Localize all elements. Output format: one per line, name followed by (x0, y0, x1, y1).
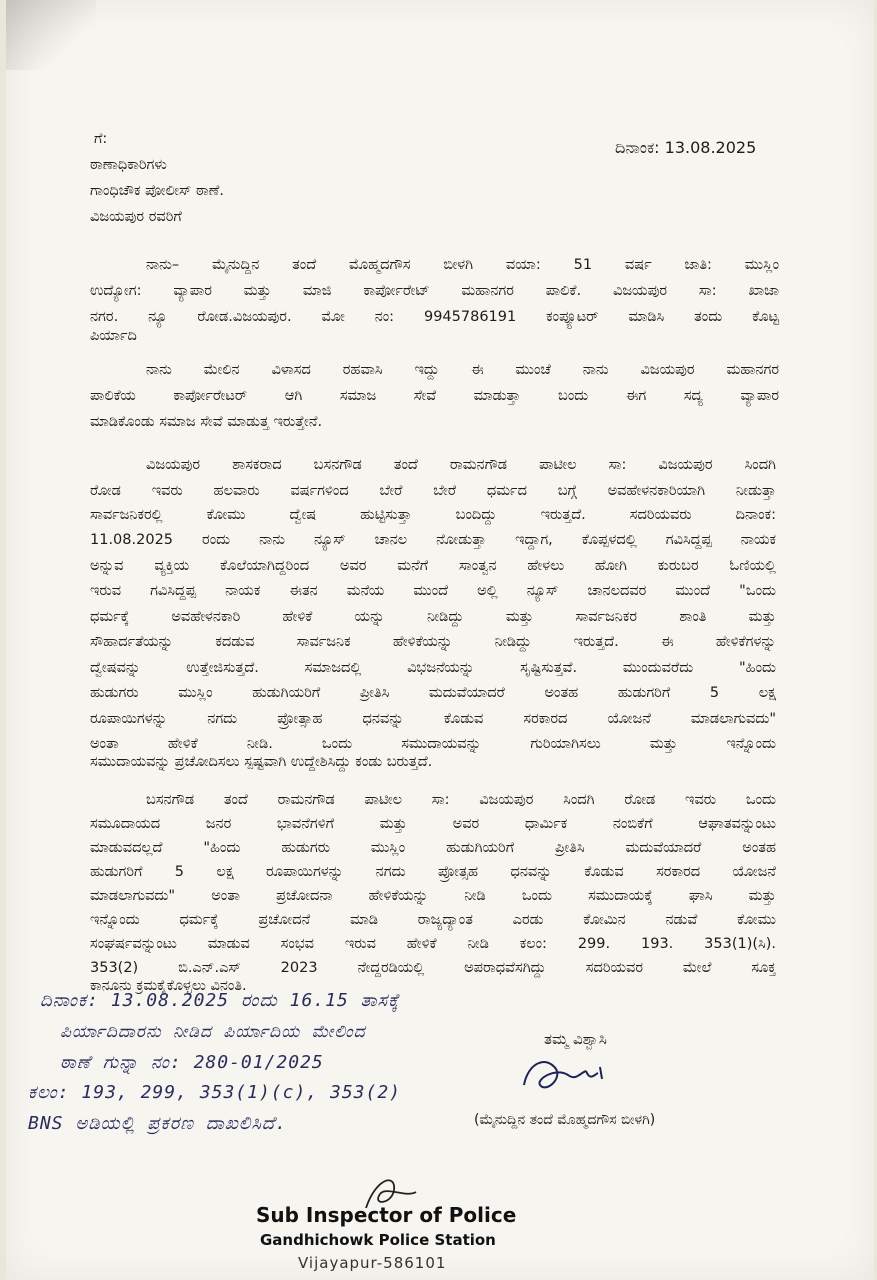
complaint-letter-page (6, 0, 874, 1280)
stamp-title: Sub Inspector of Police (256, 1203, 517, 1227)
handwritten-line: ಕಲಂ: 193, 299, 353(1)(c), 353(2) (28, 1082, 402, 1103)
p3-line: ಇರುವ ಗವಿಸಿದ್ದಪ್ಪ ನಾಯಕ ಈತನ ಮನೆಯ ಮುಂದೆ ಅಲ್ಲಿ ನ್ಯೂಸ್ ಚಾನಲದವರ ಮುಂದೆ "ಒಂದು (90, 583, 776, 599)
p3-line: ಸೌಹಾರ್ದತೆಯನ್ನು ಕದಡುವ ಸಾರ್ವಜನಿಕ ಹೇಳಿಕೆಯನ್ನು ನೀಡಿದ್ದು ಇರುತ್ತದೆ. ಈ ಹೇಳಿಕೆಗಳನ್ನು (90, 634, 776, 650)
handwritten-line: ದಿನಾಂಕ: 13.08.2025 ರಂದು 16.15 ತಾಸಕ್ಕೆ (40, 990, 400, 1011)
scan-shadow (6, 0, 96, 70)
p1-line: ನಾನು– ಮೈನುದ್ದಿನ ತಂದೆ ಮೊಹ್ಮದಗೌಸ ಬೀಳಗಿ ವಯಾ: 51 ವರ್ಷ ಜಾತಿ: ಮುಸ್ಲಿಂ (146, 257, 779, 273)
p3-line: ವಿಜಯಪುರ ಶಾಸಕರಾದ ಬಸನಗೌಡ ತಂದೆ ರಾಮನಗೌಡ ಪಾಟೀಲ ಸಾ: ವಿಜಯಪುರ ಸಿಂದಗಿ (146, 457, 776, 473)
addressee-title: ಠಾಣಾಧಿಕಾರಿಗಳು (90, 157, 167, 173)
p1-line: ಉದ್ಯೋಗ: ವ್ಯಾಪಾರ ಮತ್ತು ಮಾಜಿ ಕಾರ್ಪೋರೇಟ್ ಮಹಾನಗರ ಪಾಲಿಕೆ. ವಿಜಯಪುರ ಸಾ: ಖಾಜಾ (90, 283, 779, 299)
p2-line: ಪಾಲಿಕೆಯ ಕಾರ್ಪೋರೇಟರ್ ಆಗಿ ಸಮಾಜ ಸೇವೆ ಮಾಡುತ್ತಾ ಬಂದು ಈಗ ಸದ್ಯ ವ್ಯಾಪಾರ (90, 388, 779, 404)
date-line: ದಿನಾಂಕ: 13.08.2025 (615, 138, 757, 157)
p1-line: ನಗರ. ನ್ಯೂ ರೋಡ.ವಿಜಯಪುರ. ಮೋ ನಂ: 9945786191 ಕಂಪ್ಯೂಟರ್ ಮಾಡಿಸಿ ತಂದು ಕೊಟ್ಟ (90, 309, 779, 325)
p3-line: ದ್ವೇಷವನ್ನು ಉತ್ತೇಜಿಸುತ್ತದೆ. ಸಮಾಜದಲ್ಲಿ ವಿಭಜನೆಯನ್ನು ಸೃಷ್ಟಿಸುತ್ತವೆ. ಮುಂದುವರೆದು "ಹಿಂದು (90, 660, 776, 676)
p4-line: ಇನ್ನೊಂದು ಧರ್ಮಕ್ಕೆ ಪ್ರಚೋದನೆ ಮಾಡಿ ರಾಜ್ಯದ್ಯಾಂತ ಎರಡು ಕೋಮಿನ ನಡುವೆ ಕೋಮು (90, 912, 776, 928)
p3-line: ಹುಡುಗರು ಮುಸ್ಲಿಂ ಹುಡುಗಿಯರಿಗೆ ಪ್ರೀತಿಸಿ ಮದುವೆಯಾದರೆ ಅಂತಹ ಹುಡುಗರಿಗೆ 5 ಲಕ್ಷ (90, 685, 776, 701)
p3-line: ರೋಡ ಇವರು ಹಲವಾರು ವರ್ಷಗಳಿಂದ ಬೇರೆ ಬೇರೆ ಧರ್ಮದ ಬಗ್ಗೆ ಅವಹೇಳನಕಾರಿಯಾಗಿ ನೀಡುತ್ತಾ (90, 483, 776, 499)
p3-line: ಸಮುದಾಯವನ್ನು ಪ್ರಚೋದಿಸಲು ಸ್ಪಷ್ಟವಾಗಿ ಉದ್ದೇಶಿಸಿದ್ದು ಕಂಡು ಬರುತ್ತದೆ. (90, 754, 433, 770)
complainant-name: (ಮೈನುದ್ದಿನ ತಂದೆ ಮೊಹ್ಮದಗೌಸ ಬೀಳಗಿ) (474, 1112, 656, 1128)
stamp-city: Vijayapur-586101 (298, 1254, 447, 1272)
p4-line: ಮಾಡುವದಲ್ಲದೆ "ಹಿಂದು ಹುಡುಗರು ಮುಸ್ಲಿಂ ಹುಡುಗಿಯರಿಗೆ ಪ್ರೀತಿಸಿ ಮದುವೆಯಾದರೆ ಅಂತಹ (90, 840, 776, 856)
p4-line: ಹುಡುಗರಿಗೆ 5 ಲಕ್ಷ ರೂಪಾಯಿಗಳನ್ನು ನಗದು ಪ್ರೋತ್ಸಹ ಧನವನ್ನು ಕೊಡುವ ಸರಕಾರದ ಯೋಜನೆ (90, 864, 776, 880)
p4-line: ಬಸನಗೌಡ ತಂದೆ ರಾಮನಗೌಡ ಪಾಟೀಲ ಸಾ: ವಿಜಯಪುರ ಸಿಂದಗಿ ರೋಡ ಇವರು ಒಂದು (146, 792, 776, 808)
addressee-station: ಗಾಂಧಿಚೌಕ ಪೋಲೀಸ್ ಠಾಣೆ. (90, 183, 224, 199)
addressee-city: ವಿಜಯಪುರ ರವರಿಗೆ (90, 209, 182, 225)
p4-line: ಕಾನೂನು ಕ್ರಮಕೈಕೊಳ್ಳಲು ವಿನಂತಿ. (90, 978, 247, 994)
handwritten-line: ಪಿರ್ಯಾದಿದಾರನು ನೀಡಿದ ಪಿರ್ಯಾದಿಯ ಮೇಲಿಂದ (60, 1022, 366, 1042)
handwritten-line: ಠಾಣೆ ಗುನ್ನಾ ನಂ: 280-01/2025 (60, 1052, 324, 1073)
handwritten-line: BNS ಅಡಿಯಲ್ಲಿ ಪ್ರಕರಣ ದಾಖಲಿಸಿದೆ. (28, 1113, 288, 1134)
p3-line: ಸಾರ್ವಜನಿಕರಲ್ಲಿ ಕೋಮು ದ್ವೇಷ ಹುಟ್ಟಿಸುತ್ತಾ ಬಂದಿದ್ದು ಇರುತ್ತದೆ. ಸದರಿಯವರು ದಿನಾಂಕ: (90, 507, 776, 523)
p1-line: ಪಿರ್ಯಾದಿ (90, 328, 137, 344)
signature-mark (516, 1045, 626, 1105)
to-label: ಗೆ: (94, 131, 108, 147)
p2-line: ನಾನು ಮೇಲಿನ ವಿಳಾಸದ ರಹವಾಸಿ ಇದ್ದು ಈ ಮುಂಚೆ ನಾನು ವಿಜಯಪುರ ಮಹಾನಗರ (146, 362, 779, 378)
p3-line: ಅನ್ನುವ ವ್ಯಕ್ತಿಯ ಕೊಲೆಯಾಗಿದ್ದರಿಂದ ಅವರ ಮನೆಗೆ ಸಾಂತ್ವನ ಹೇಳಲು ಹೋಗಿ ಕುರುಬರ ಓಣಿಯಲ್ಲಿ (90, 558, 776, 574)
stamp-station: Gandhichowk Police Station (260, 1231, 496, 1249)
p2-line: ಮಾಡಿಕೊಂಡು ಸಮಾಜ ಸೇವೆ ಮಾಡುತ್ತ ಇರುತ್ತೇನೆ. (90, 414, 323, 430)
p3-line: ಅಂತಾ ಹೇಳಿಕೆ ನೀಡಿ. ಒಂದು ಸಮುದಾಯವನ್ನು ಗುರಿಯಾಗಿಸಲು ಮತ್ತು ಇನ್ನೊಂದು (90, 736, 776, 752)
p3-line: ರೂಪಾಯಿಗಳನ್ನು ನಗದು ಪ್ರೋತ್ಸಾಹ ಧನವನ್ನು ಕೊಡುವ ಸರಕಾರದ ಯೋಜನೆ ಮಾಡಲಾಗುವದು" (90, 711, 776, 727)
p4-line: 353(2) ಬಿ.ಎನ್.ಎಸ್ 2023 ನೇದ್ದರಡಿಯಲ್ಲಿ ಅಪರಾಧವೆಸಗಿದ್ದು ಸದರಿಯವರ ಮೇಲೆ ಸೂಕ್ತ (90, 960, 776, 976)
p3-line: ಧರ್ಮಕ್ಕೆ ಅವಹೇಳನಕಾರಿ ಹೇಳಿಕೆ ಯನ್ನು ನೀಡಿದ್ದು ಮತ್ತು ಸಾರ್ವಜನಿಕರ ಶಾಂತಿ ಮತ್ತು (90, 609, 776, 625)
p4-line: ಮಾಡಲಾಗುವದು" ಅಂತಾ ಪ್ರಚೋದನಾ ಹೇಳಿಕೆಯನ್ನು ನೀಡಿ ಒಂದು ಸಮುದಾಯಕ್ಕೆ ಘಾಸಿ ಮತ್ತು (90, 888, 776, 904)
closing-text: ತಮ್ಮ ವಿಶ್ವಾಸಿ (544, 1030, 607, 1048)
p4-line: ಸಮೂದಾಯದ ಜನರ ಭಾವನೆಗಳಿಗೆ ಮತ್ತು ಅವರ ಧಾರ್ಮಿಕ ನಂಬಿಕೆಗೆ ಆಘಾತವನ್ನುಂಟು (90, 816, 776, 832)
p3-line: 11.08.2025 ರಂದು ನಾನು ನ್ಯೂಸ್ ಚಾನಲ ನೋಡುತ್ತಾ ಇದ್ದಾಗ, ಕೊಪ್ಪಳದಲ್ಲಿ ಗವಿಸಿದ್ದಪ್ಪ ನಾಯಕ (90, 532, 776, 548)
p4-line: ಸಂಘರ್ಷವನ್ನುಂಟು ಮಾಡುವ ಸಂಭವ ಇರುವ ಹೇಳಿಕೆ ನೀಡಿ ಕಲಂ: 299. 193. 353(1)(ಸಿ). (90, 936, 776, 952)
